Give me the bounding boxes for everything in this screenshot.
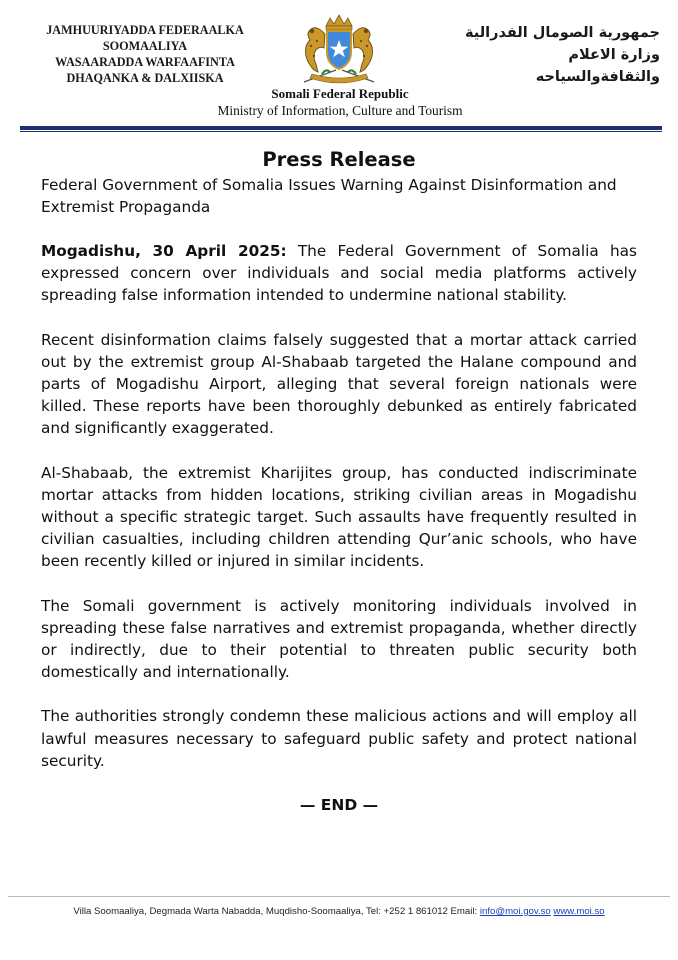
letterhead-somali-block bbox=[30, 22, 260, 86]
somalia-coat-of-arms-icon bbox=[292, 12, 386, 86]
letterhead-arabic-block bbox=[440, 22, 660, 88]
letterhead-rule-thin bbox=[20, 131, 662, 132]
footer-email-link[interactable]: info@moi.gov.so bbox=[479, 906, 551, 917]
paragraph-3: Al-Shabaab, the extremist Kharijites group, has conducted indiscriminate mortar attacks from hidden locations, striking civilian areas in Mogadishu without a specific strategic target. Such assaults have frequently resulted in civilian casualties, including children attending Qur’anic schools, who have been recently killed or injured in similar incidents. bbox=[41, 463, 637, 571]
arabic-line: وزارة الاعلام bbox=[568, 47, 660, 63]
paragraph-4: The Somali government is actively monitoring individuals involved in spreading these false narratives and extremist propaganda, whether directly or indirectly, due to their potential to threaten public security both domestically and internationally. bbox=[41, 596, 637, 682]
letterhead bbox=[0, 0, 678, 130]
paragraph-5: The authorities strongly condemn these malicious actions and will employ all lawful measures necessary to safeguard public safety and protect national security. bbox=[41, 707, 637, 770]
footer bbox=[0, 906, 678, 917]
arabic-line: والثقافةوالسياحه bbox=[535, 69, 660, 85]
paragraph-1 bbox=[41, 240, 637, 307]
somali-line: JAMHUURIYADDA FEDERAALKA bbox=[46, 23, 244, 37]
somali-line: SOOMAALIYA bbox=[102, 39, 188, 53]
press-release-body bbox=[41, 146, 637, 816]
somali-line: WASAARADDA WARFAAFINTA bbox=[55, 55, 235, 69]
footer-address: Villa Soomaaliya, Degmada Warta Nabadda, Muqdisho-Soomaaliya, Tel: +252 1 861012 Email: bbox=[73, 906, 480, 917]
paragraph-1-text: The Federal Government of Somalia has expressed concern over individuals and social media platforms actively spreading false information intended to undermine national stability. bbox=[41, 242, 637, 305]
end-marker: — END — bbox=[299, 796, 379, 815]
dateline: Mogadishu, 30 April 2025: bbox=[41, 242, 287, 260]
page-title: Press Release bbox=[262, 148, 416, 171]
letterhead-rule bbox=[20, 126, 662, 130]
letterhead-english-subtitle: Ministry of Information, Culture and Tourism bbox=[217, 103, 463, 118]
paragraph-2: Recent disinformation claims falsely suggested that a mortar attack carried out by the extremist group Al-Shabaab targeted the Halane compound and parts of Mogadishu Airport, alleging that several foreign nationals were killed. These reports have been thoroughly debunked as entirely fabricated and significantly exaggerated. bbox=[41, 330, 637, 438]
arabic-line: جمهورية الصومال الفدرالية bbox=[464, 25, 660, 41]
release-subtitle: Federal Government of Somalia Issues Warning Against Disinformation and Extremist Propaganda bbox=[41, 176, 617, 216]
footer-website-link[interactable]: www.moi.so bbox=[553, 906, 605, 917]
somali-line: DHAQANKA & DALXIISKA bbox=[66, 71, 224, 85]
footer-rule bbox=[8, 896, 670, 897]
letterhead-english-title: Somali Federal Republic bbox=[271, 86, 409, 101]
